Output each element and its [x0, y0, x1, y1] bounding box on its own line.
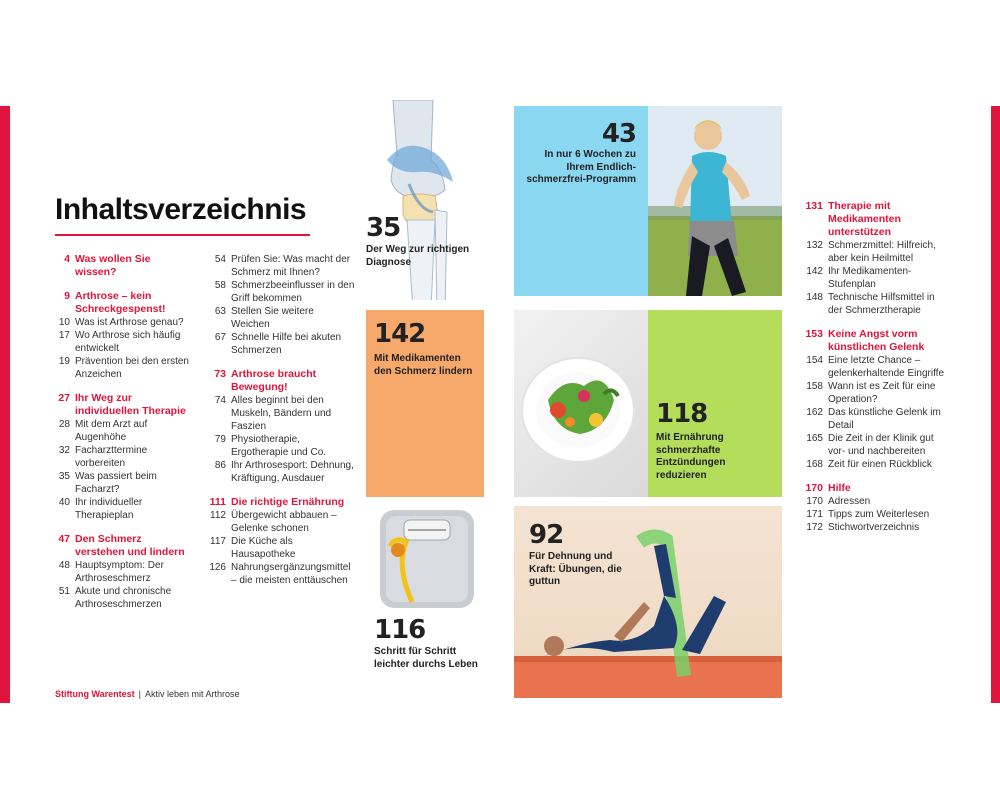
toc-entry-text: Hauptsymptom: Der Arthroseschmerz: [75, 560, 164, 584]
toc-section: [205, 253, 355, 357]
toc-chapter-heading[interactable]: [205, 368, 355, 394]
toc-entry-text: Wo Arthrose sich häufig entwickelt: [75, 330, 181, 354]
toc-entry-page: 86: [214, 460, 226, 471]
toc-entry-page: 48: [58, 560, 70, 571]
toc-section: [55, 290, 190, 381]
scale-photo: [366, 506, 484, 611]
toc-chapter-page: 47: [58, 533, 70, 545]
nutrition-tile-number: 118: [656, 399, 708, 429]
toc-entry-text: Mit dem Arzt auf Augenhöhe: [75, 419, 148, 443]
toc-entry-text: Die Küche als Hausapotheke: [231, 536, 296, 560]
toc-entry[interactable]: [800, 239, 950, 265]
bathroom-scale-image: [366, 506, 484, 611]
toc-entry[interactable]: [205, 279, 355, 305]
toc-entry-text: Ihr Medikamenten-Stufenplan: [828, 266, 912, 290]
toc-entry[interactable]: [800, 495, 950, 508]
toc-entry-page: 168: [806, 459, 823, 470]
footer-brand: Stiftung Warentest: [55, 689, 135, 699]
medication-tile-caption: Mit Medikamenten den Schmerz lindern: [374, 353, 473, 377]
toc-entry-text: Nahrungsergänzungsmittel – die meisten enttäuschen: [231, 562, 351, 586]
toc-entry[interactable]: [800, 521, 950, 534]
toc-entry-text: Prävention bei den ersten Anzeichen: [75, 356, 189, 380]
toc-entry-text: Die Zeit in der Klinik gut vor- und nachbereiten: [828, 433, 934, 457]
knee-joint-illustration: [373, 100, 473, 300]
toc-entry[interactable]: [55, 355, 190, 381]
toc-chapter-page: 27: [58, 392, 70, 404]
walk-tile-number: 43: [601, 119, 636, 149]
toc-entry[interactable]: [55, 585, 190, 611]
toc-entry-page: 132: [806, 240, 823, 251]
page-title: Inhaltsverzeichnis: [55, 193, 307, 226]
walking-woman-photo: [648, 106, 782, 296]
walk-tile[interactable]: [514, 106, 648, 296]
toc-entry-page: 172: [806, 522, 823, 533]
knee-tile[interactable]: [365, 100, 495, 300]
title-underline: [55, 234, 310, 236]
toc-entry-text: Facharzttermine vorbereiten: [75, 445, 148, 469]
toc-entry-page: 170: [806, 496, 823, 507]
toc-entry-page: 171: [806, 509, 823, 520]
toc-entry-page: 79: [214, 434, 226, 445]
toc-entry-page: 19: [58, 356, 70, 367]
toc-chapter-heading[interactable]: [800, 482, 950, 495]
toc-entry-text: Was ist Arthrose genau?: [75, 317, 184, 328]
toc-entry-page: 67: [214, 332, 226, 343]
walk-tile-caption: In nur 6 Wochen zu Ihrem Endlich-schmerzfrei-Programm: [526, 149, 636, 185]
toc-entry[interactable]: [205, 509, 355, 535]
toc-entry-page: 58: [214, 280, 226, 291]
right-edge-bar: [991, 106, 1000, 703]
toc-chapter-title: Die richtige Ernährung: [231, 496, 345, 508]
toc-entry-page: 28: [58, 419, 70, 430]
toc-section: [800, 482, 950, 534]
stretching-tile-number: 92: [529, 520, 564, 550]
toc-chapter-title: Hilfe: [828, 482, 851, 494]
toc-entry-text: Tipps zum Weiterlesen: [828, 509, 930, 520]
toc-entry-text: Zeit für einen Rückblick: [828, 459, 932, 470]
toc-entry[interactable]: [205, 331, 355, 357]
knee-tile-caption: Der Weg zur richtigen Diagnose: [366, 244, 470, 268]
toc-entry-text: Alles beginnt bei den Muskeln, Bändern und Faszien: [231, 395, 332, 432]
toc-chapter-title: Arthrose braucht Bewegung!: [231, 368, 317, 393]
toc-entry-page: 51: [58, 586, 70, 597]
toc-column-1: [55, 253, 190, 622]
footer-separator: |: [138, 689, 142, 699]
toc-entry-text: Physiotherapie, Ergotherapie und Co.: [231, 434, 327, 458]
toc-entry-text: Technische Hilfsmittel in der Schmerztherapie: [828, 292, 935, 316]
toc-entry[interactable]: [55, 496, 190, 522]
toc-entry[interactable]: [205, 561, 355, 587]
toc-entry-text: Adressen: [828, 496, 871, 507]
toc-entry-page: 154: [806, 355, 823, 366]
toc-entry[interactable]: [800, 354, 950, 380]
toc-entry-text: Schnelle Hilfe bei akuten Schmerzen: [231, 332, 342, 356]
toc-entry-text: Prüfen Sie: Was macht der Schmerz mit Ihnen?: [231, 254, 351, 278]
toc-entry-text: Schmerzbeeinflusser in den Griff bekommen: [231, 280, 355, 304]
toc-entry-text: Ihr Arthrosesport: Dehnung, Kräftigung, Ausdauer: [231, 460, 354, 484]
scale-tile-number: 116: [374, 615, 426, 645]
toc-chapter-page: 111: [209, 496, 226, 508]
stretching-tile[interactable]: [514, 506, 782, 698]
toc-chapter-title: Arthrose – kein Schreckgespenst!: [75, 290, 166, 315]
toc-entry-page: 162: [806, 407, 823, 418]
toc-chapter-page: 153: [805, 328, 823, 340]
toc-entry-text: Stellen Sie weitere Weichen: [231, 306, 314, 330]
toc-section: [55, 392, 190, 522]
nutrition-tile-caption: Mit Ernährung schmerzhafte Entzündungen reduzieren: [656, 432, 726, 481]
toc-entry[interactable]: [800, 432, 950, 458]
toc-entry-text: Akute und chronische Arthroseschmerzen: [75, 586, 172, 610]
toc-entry-page: 117: [210, 536, 226, 547]
toc-entry-page: 74: [214, 395, 226, 406]
toc-chapter-page: 9: [64, 290, 70, 302]
toc-entry-text: Was passiert beim Facharzt?: [75, 471, 157, 495]
toc-section: [55, 253, 190, 279]
toc-entry-text: Eine letzte Chance – gelenkerhaltende Eingriffe: [828, 355, 945, 379]
footer: [55, 689, 240, 699]
toc-entry-page: 63: [214, 306, 226, 317]
toc-entry[interactable]: [800, 458, 950, 471]
toc-entry-page: 142: [806, 266, 823, 277]
toc-chapter-page: 73: [214, 368, 226, 380]
toc-entry[interactable]: [55, 559, 190, 585]
toc-chapter-heading[interactable]: [55, 253, 190, 279]
toc-entry[interactable]: [55, 418, 190, 444]
toc-section: [205, 496, 355, 587]
toc-entry-page: 126: [209, 562, 226, 573]
toc-entry-page: 40: [58, 497, 70, 508]
toc-entry-text: Übergewicht abbauen – Gelenke schonen: [231, 510, 337, 534]
scale-tile-caption: Schritt für Schritt leichter durchs Leben: [374, 646, 478, 670]
toc-entry[interactable]: [800, 508, 950, 521]
toc-entry[interactable]: [800, 380, 950, 406]
toc-entry[interactable]: [205, 459, 355, 485]
toc-entry[interactable]: [55, 444, 190, 470]
toc-chapter-title: Ihr Weg zur individuellen Therapie: [75, 392, 186, 417]
toc-section: [800, 328, 950, 471]
knee-tile-number: 35: [366, 213, 401, 243]
toc-entry-text: Schmerzmittel: Hilfreich, aber kein Heilmittel: [828, 240, 936, 264]
footer-book-title: Aktiv leben mit Arthrose: [145, 689, 240, 699]
toc-column-2: [205, 253, 355, 598]
toc-entry-page: 148: [806, 292, 823, 303]
nutrition-tile[interactable]: [648, 310, 782, 497]
toc-section: [55, 533, 190, 611]
toc-chapter-heading[interactable]: [800, 328, 950, 354]
toc-entry[interactable]: [800, 291, 950, 317]
toc-chapter-title: Therapie mit Medikamenten unterstützen: [828, 200, 901, 238]
toc-entry-page: 10: [58, 317, 70, 328]
medication-tile[interactable]: [366, 310, 484, 497]
toc-entry-text: Das künstliche Gelenk im Detail: [828, 407, 941, 431]
left-edge-bar: [0, 106, 10, 703]
toc-entry-page: 17: [58, 330, 70, 341]
toc-entry-page: 32: [58, 445, 70, 456]
toc-entry-page: 112: [210, 510, 226, 521]
toc-chapter-title: Den Schmerz verstehen und lindern: [75, 533, 185, 558]
medication-tile-number: 142: [374, 319, 426, 349]
toc-section: [800, 200, 950, 317]
stretching-tile-caption: Für Dehnung und Kraft: Übungen, die guttun: [529, 551, 622, 587]
toc-column-3: [800, 200, 950, 545]
toc-chapter-page: 131: [805, 200, 823, 212]
toc-entry[interactable]: [800, 406, 950, 432]
toc-entry-page: 54: [214, 254, 226, 265]
toc-entry[interactable]: [205, 394, 355, 433]
toc-chapter-heading[interactable]: [800, 200, 950, 239]
toc-entry[interactable]: [205, 253, 355, 279]
toc-entry-text: Ihr individueller Therapieplan: [75, 497, 143, 521]
toc-entry[interactable]: [205, 305, 355, 331]
toc-entry-page: 165: [806, 433, 823, 444]
toc-entry-text: Wann ist es Zeit für eine Operation?: [828, 381, 936, 405]
salad-photo: [514, 310, 648, 497]
salad-bowl-image: [514, 310, 648, 497]
toc-chapter-page: 170: [805, 482, 823, 494]
toc-chapter-heading[interactable]: [55, 533, 190, 559]
toc-chapter-title: Was wollen Sie wissen?: [75, 253, 151, 278]
toc-chapter-heading[interactable]: [55, 392, 190, 418]
toc-chapter-title: Keine Angst vorm künstlichen Gelenk: [828, 328, 925, 353]
toc-entry[interactable]: [55, 470, 190, 496]
toc-entry[interactable]: [55, 329, 190, 355]
toc-chapter-heading[interactable]: [55, 290, 190, 316]
toc-chapter-page: 4: [64, 253, 70, 265]
toc-entry-page: 35: [58, 471, 70, 482]
toc-chapter-heading[interactable]: [205, 496, 355, 509]
toc-entry-text: Stichwortverzeichnis: [828, 522, 920, 533]
toc-entry[interactable]: [205, 535, 355, 561]
toc-entry[interactable]: [800, 265, 950, 291]
toc-section: [205, 368, 355, 485]
walking-woman-image: [648, 106, 782, 296]
toc-entry[interactable]: [205, 433, 355, 459]
toc-entry-page: 158: [806, 381, 823, 392]
toc-entry[interactable]: [55, 316, 190, 329]
